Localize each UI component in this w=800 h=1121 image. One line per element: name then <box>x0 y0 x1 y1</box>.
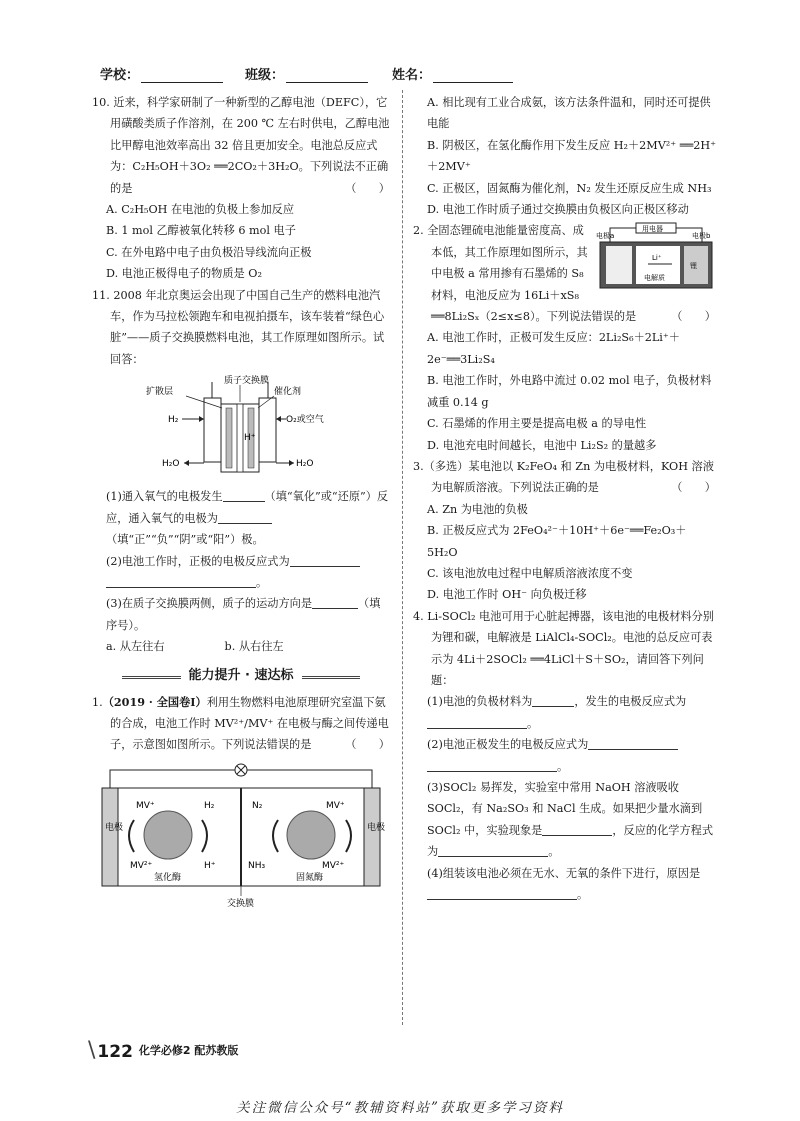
question-11: 11. 2008 年北京奥运会出现了中国自己生产的燃料电池汽车，作为马拉松领跑车和电视拍摄车，该车装着“绿色心脏”——质子交换膜燃料电池，其工作原理如图所示。试回答： 质子交换膜 扩散层 催化剂 H₂ H⁺ O₂或空气 H₂O H₂O (1)通入氧气的电极发生 （填“氧化”或“还原”）反应，通入氧气的电极为（填“正”“负”“阴”或“阳”）极。 (2)电池工作时，正极的电极反应式为 。 (3)在质子交换膜两侧，质子的运动方向是 （填序号）。 a. 从左往右 b. 从右往左 <box>92 288 389 654</box>
answer-blank-1b[interactable] <box>218 510 272 524</box>
bio-fuel-cell-diagram <box>96 760 386 910</box>
label-electrode-a: 电极a <box>596 232 615 241</box>
question-3: 3.（多选）某电池以 K₂FeO₄ 和 Zn 为电极材料，KOH 溶液为电解质溶液。下列说法正确的是 （ ） A. Zn 为电池的负极 B. 正极反应式为 2FeO₄²⁻＋10H⁺＋6e⁻══Fe₂O₃＋5H₂O C. 该电池放电过程中电解质溶液浓度不变 D. 电池工作时 OH⁻ 向负极迁移 <box>413 456 716 606</box>
option-a[interactable]: A. C₂H₅OH 在电池的负极上参加反应 <box>106 203 295 217</box>
answer-blank-2b[interactable] <box>106 574 256 588</box>
answer-blank-4-2b[interactable] <box>427 758 557 772</box>
option-b[interactable]: b. 从右往左 <box>224 640 284 654</box>
right-column <box>413 92 716 905</box>
page-number: 122 <box>97 1042 133 1062</box>
label-electrode-left: 电极 <box>105 822 124 833</box>
option-d[interactable]: D. 电池工作时 OH⁻ 向负极迁移 <box>427 588 587 602</box>
promo-banner: 关注微信公众号“教辅资料站”获取更多学习资料 <box>236 1100 564 1116</box>
answer-blank-1a[interactable] <box>223 488 265 502</box>
option-d[interactable]: D. 电池工作时质子通过交换膜由负极区向正极区移动 <box>427 203 689 217</box>
answer-blank-2a[interactable] <box>290 553 360 567</box>
section-title: 能力提升 · 速达标 <box>92 666 390 686</box>
option-b[interactable]: B. 正极反应式为 2FeO₄²⁻＋10H⁺＋6e⁻══Fe₂O₃＋5H₂O <box>427 524 687 559</box>
answer-blank-4-3a[interactable] <box>542 822 612 836</box>
label-hplus: H⁺ <box>244 433 256 444</box>
label-mv2-plus-left: MV²⁺ <box>130 860 153 871</box>
label-h2: H₂ <box>204 800 215 811</box>
label-n2: N₂ <box>252 800 263 811</box>
label-h2o-right: H₂O <box>296 459 314 470</box>
answer-blank-4-1b[interactable] <box>427 715 527 729</box>
option-c[interactable]: C. 在外电路中电子由负极沿导线流向正极 <box>106 245 312 259</box>
option-a[interactable]: A. Zn 为电池的负极 <box>427 502 528 516</box>
label-h2: H₂ <box>168 415 179 426</box>
option-c[interactable]: C. 该电池放电过程中电解质溶液浓度不变 <box>427 566 633 580</box>
option-b[interactable]: B. 阴极区，在氢化酶作用下发生反应 H₂＋2MV²⁺ ══2H⁺＋2MV⁺ <box>427 138 716 174</box>
option-b[interactable]: B. 1 mol 乙醇被氧化转移 6 mol 电子 <box>106 224 296 238</box>
option-a[interactable]: A. 相比现有工业合成氨，该方法条件温和，同时还可提供电能 <box>427 96 711 131</box>
label-li-ion: Li⁺ <box>652 254 662 263</box>
question-1: 1.（2019 · 全国卷Ⅰ）利用生物燃料电池原理研究室温下氨的合成，电池工作时 MV²⁺/MV⁺ 在电极与酶之间传递电子，示意图如图所示。下列说法错误的是 （ ） 电极 电极 MV⁺ MV²⁺ H₂ H⁺ 氢化酶 N₂ NH₃ MV⁺ MV²⁺ 固氮酶 交换膜 <box>92 694 390 909</box>
option-b[interactable]: B. 电池工作时，外电路中流过 0.02 mol 电子，负极材料减重 0.14 g <box>427 374 712 409</box>
page-footer: \ 122 化学必修2 配苏教版 <box>88 1038 239 1063</box>
column-divider <box>402 90 403 1025</box>
pem-fuel-cell-diagram <box>146 374 336 482</box>
answer-blank-4-2a[interactable] <box>588 736 678 750</box>
li-s-battery-diagram <box>596 222 716 290</box>
option-a[interactable]: a. 从左往右 <box>106 640 165 654</box>
label-electrolyte: 电解质 <box>644 274 665 283</box>
question-10: 10. 近来，科学家研制了一种新型的乙醇电池（DEFC），它用磺酸类质子作溶剂，在 200 ℃ 左右时供电，乙醇电池比甲醇电池效率高出 32 倍且更加安全。电池总反应式为：C₂H₅OH＋3O₂ ══2CO₂＋3H₂O。下列说法不正确的是 （ ） A. C₂H₅OH 在电池的负极上参加反应 B. 1 mol 乙醇被氧化转移 6 mol 电子 C. 在外电路中电子由负极沿导线流向正极 D. 电池正极得电子的物质是 O₂ <box>92 92 390 285</box>
label-membrane: 交换膜 <box>227 898 255 909</box>
question-4: 4. Li-SOCl₂ 电池可用于心脏起搏器，该电池的电极材料分别为锂和碳，电解液是 LiAlCl₄-SOCl₂。电池的总反应可表示为 4Li＋2SOCl₂ ══4LiCl＋S＋SO₂，请回答下列问题： (1)电池的负极材料为 ，发生的电极反应式为。 (2)电池正极发生的电极反应式为 。 (3)SOCl₂ 易挥发，实验室中常用 NaOH 溶液吸收 SOCl₂，有 Na₂SO₃ 和 NaCl 生成。如果把少量水滴到 SOCl₂ 中，实验现象是 ，反应的化学方程式为 。 (4)组装该电池必须在无水、无氧的条件下进行，原因是。 <box>413 609 714 902</box>
label-diffusion: 扩散层 <box>146 387 174 398</box>
label-catalyst: 催化剂 <box>274 387 302 398</box>
name-field[interactable]: 姓名： <box>392 64 513 83</box>
label-nitrogenase: 固氮酶 <box>296 872 324 883</box>
header <box>100 64 720 86</box>
label-mv-plus-left: MV⁺ <box>136 800 155 811</box>
book-title: 化学必修2 配苏教版 <box>138 1044 239 1057</box>
answer-blank-4-1a[interactable] <box>532 693 574 707</box>
label-lithium: 锂 <box>690 262 697 271</box>
label-membrane: 质子交换膜 <box>224 376 270 387</box>
label-mv2-plus-right: MV²⁺ <box>322 860 345 871</box>
label-nh3: NH₃ <box>248 860 266 871</box>
label-h2o-left: H₂O <box>162 459 180 470</box>
answer-blank-3[interactable] <box>312 595 358 609</box>
option-d[interactable]: D. 电池充电时间越长，电池中 Li₂S₂ 的量越多 <box>427 438 657 452</box>
label-o2: O₂或空气 <box>286 415 324 426</box>
label-electrode-b: 电极b <box>692 232 711 241</box>
label-hydrogenase: 氢化酶 <box>154 872 182 883</box>
answer-blank-4-4[interactable] <box>427 886 577 900</box>
question-2: 用电器 电极a 电极b Li⁺ 电解质 锂 2. 全固态锂硫电池能量密度高、成本低，其工作原理如图所示，其中电极 a 常用掺有石墨烯的 S₈ 材料，电池反应为 16Li＋xS₈ ══8Li₂Sₓ（2≤x≤8）。下列说法错误的是 （ ） A. 电池工作时，正极可发生反应：2Li₂S₆＋2Li⁺＋2e⁻══3Li₂S₄ B. 电池工作时，外电路中流过 0.02 mol 电子，负极材料减重 0.14 g C. 石墨烯的作用主要是提高电极 a 的导电性 D. 电池充电时间越长，电池中 Li₂S₂ 的量越多 <box>413 220 716 455</box>
option-d[interactable]: D. 电池正极得电子的物质是 O₂ <box>106 267 262 281</box>
class-field[interactable]: 班级： <box>245 64 368 83</box>
school-field[interactable]: 学校： <box>100 64 223 83</box>
answer-blank-4-3b[interactable] <box>438 843 548 857</box>
label-electrode-right: 电极 <box>367 822 386 833</box>
option-a[interactable]: A. 电池工作时，正极可发生反应：2Li₂S₆＋2Li⁺＋2e⁻══3Li₂S₄ <box>427 331 680 366</box>
option-c[interactable]: C. 正极区，固氮酶为催化剂，N₂ 发生还原反应生成 NH₃ <box>427 181 712 195</box>
option-c[interactable]: C. 石墨烯的作用主要是提高电极 a 的导电性 <box>427 417 647 431</box>
label-mv-plus-right: MV⁺ <box>326 800 345 811</box>
left-column <box>92 92 390 914</box>
question-1-options <box>413 92 716 220</box>
label-device: 用电器 <box>642 225 663 234</box>
label-hplus: H⁺ <box>204 860 216 871</box>
